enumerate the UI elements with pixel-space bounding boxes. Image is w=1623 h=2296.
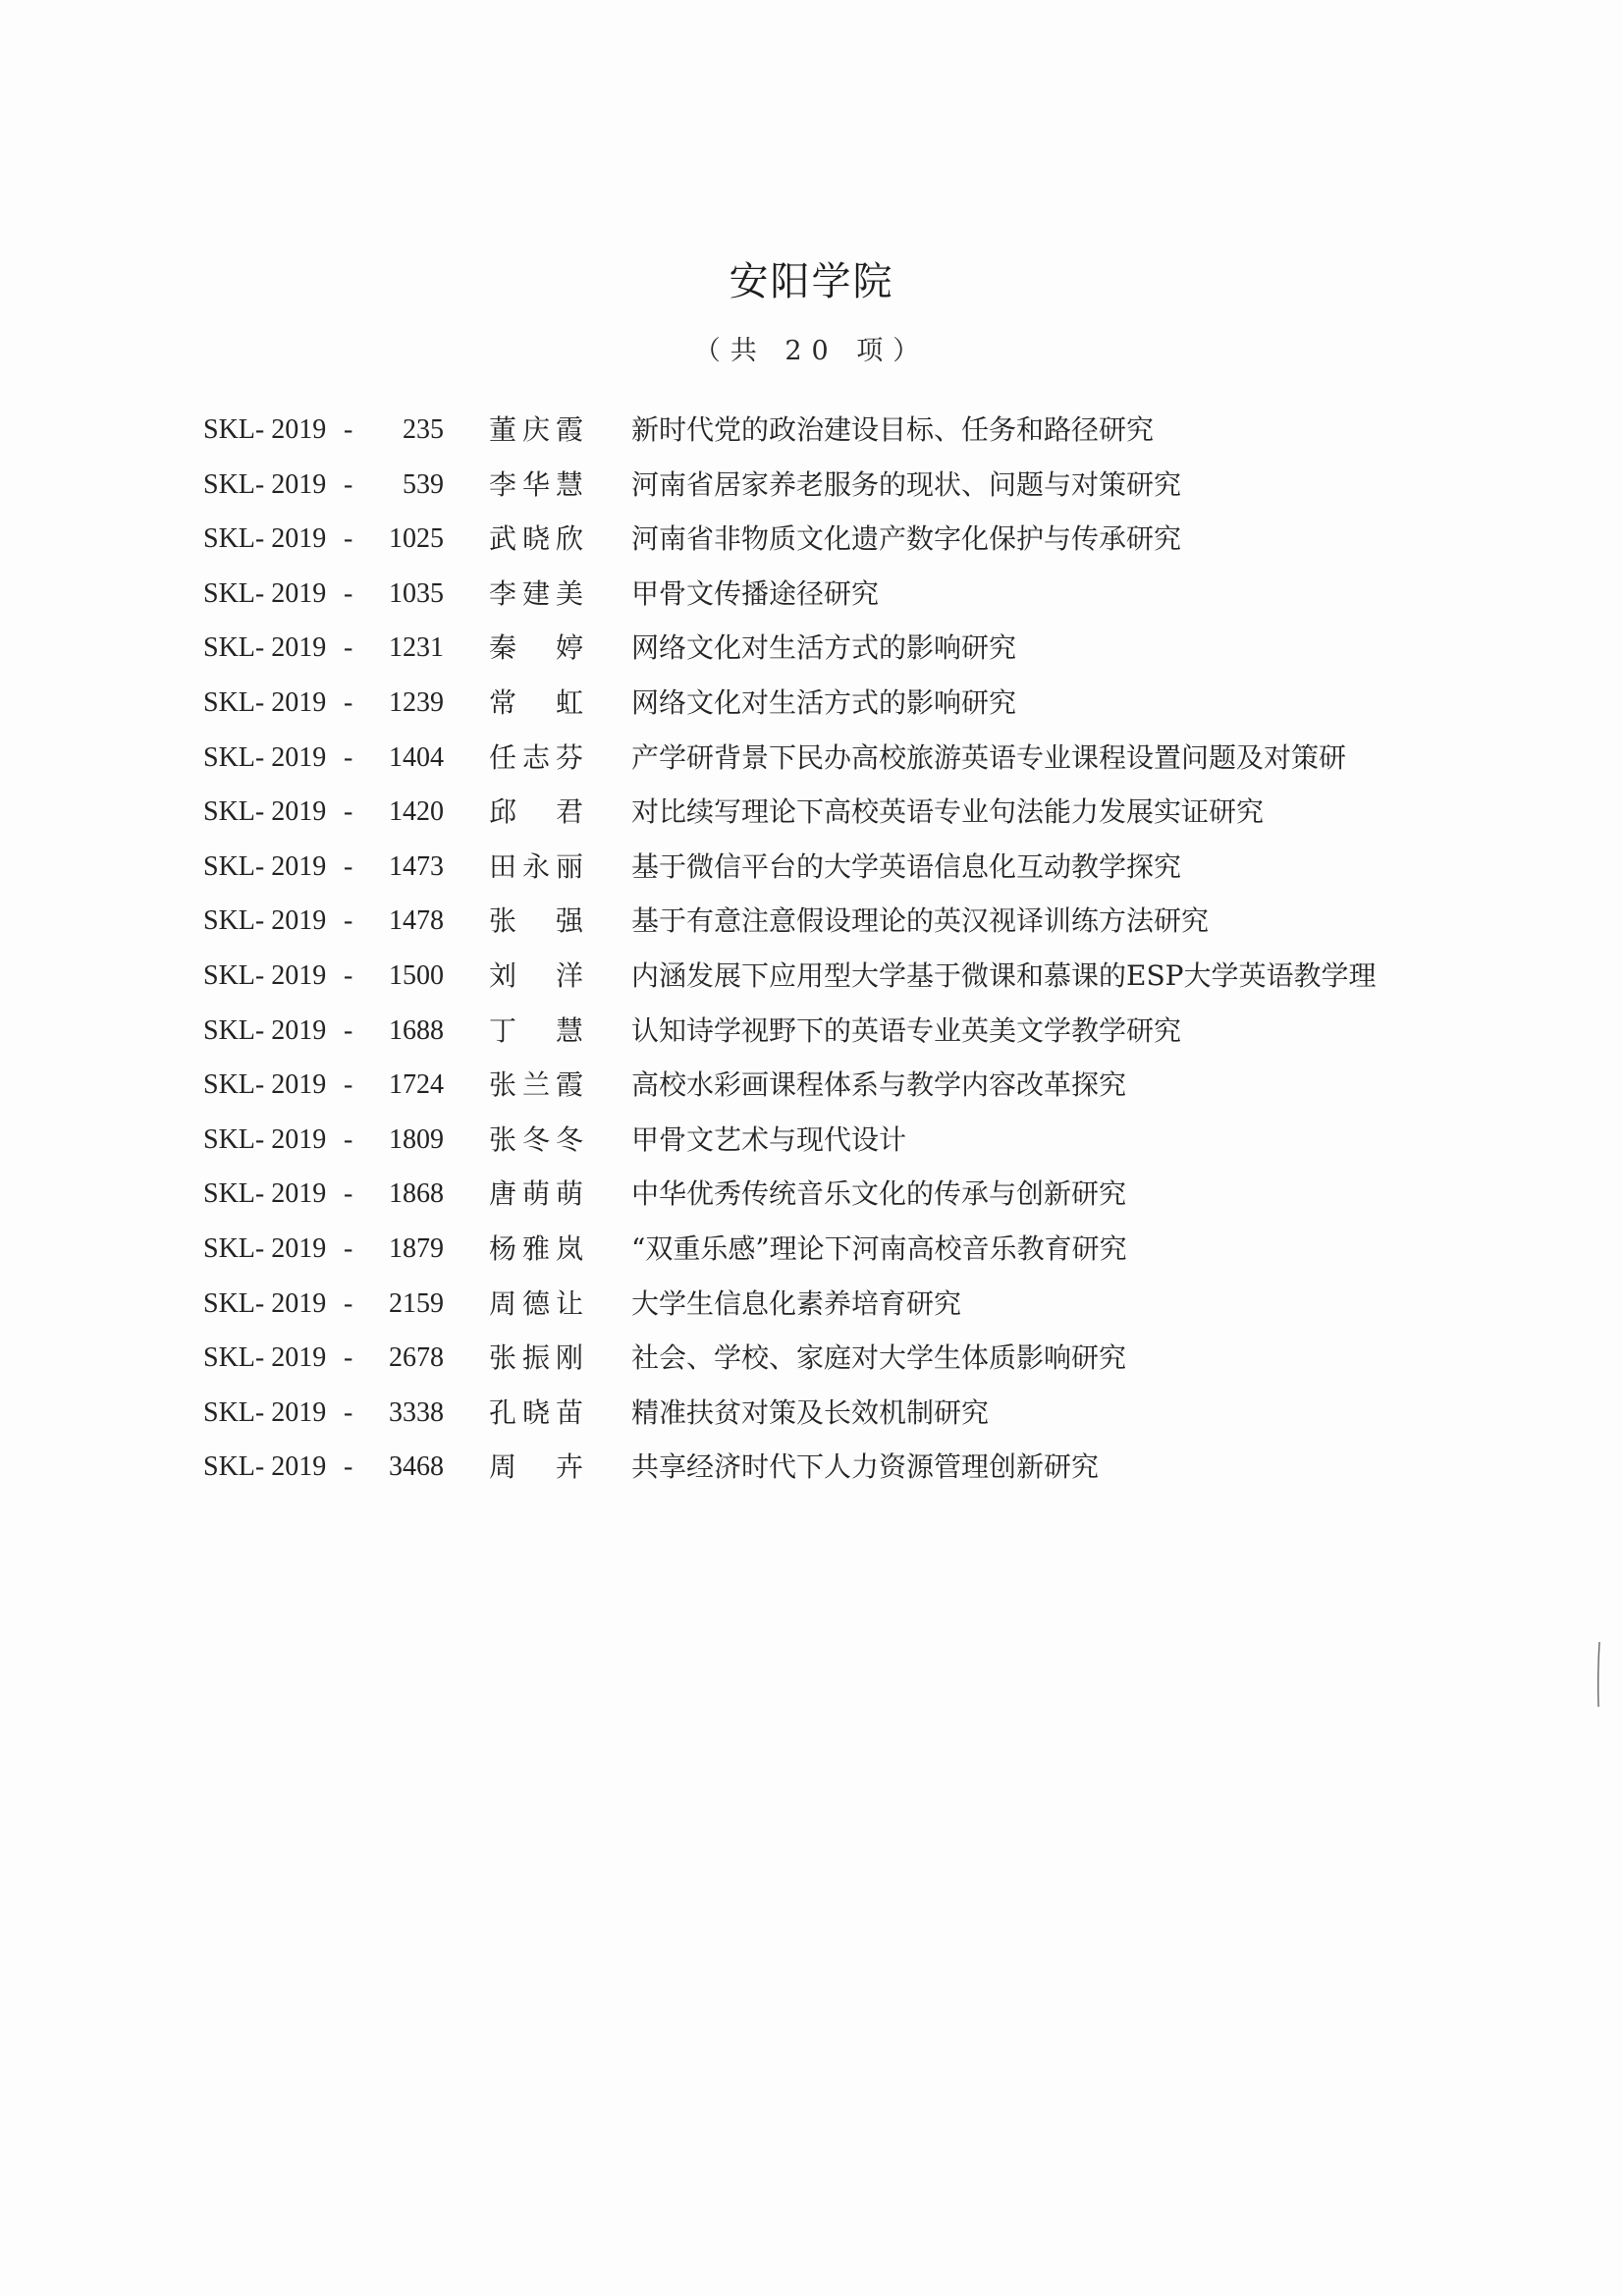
project-row (0, 1440, 1623, 1495)
project-code-number: 235 (403, 414, 444, 445)
project-code-dash: - (344, 959, 353, 991)
project-code-number: 1868 (389, 1178, 444, 1210)
project-code-dash: - (344, 1014, 353, 1046)
project-list (0, 403, 1623, 1495)
project-row (0, 1167, 1623, 1222)
page-title: 安阳学院 (729, 259, 894, 304)
project-code-prefix: SKL- 2019 (203, 468, 327, 500)
person-name: 张冬冬 (489, 1122, 583, 1156)
person-name: 张强 (489, 904, 583, 938)
project-code-prefix: SKL- 2019 (203, 959, 327, 991)
person-name: 丁慧 (489, 1013, 583, 1047)
project-code-dash: - (344, 686, 353, 718)
person-name: 李华慧 (489, 467, 583, 501)
project-title: 共享经济时代下人力资源管理创新研究 (631, 1450, 1100, 1484)
project-code-dash: - (344, 1287, 353, 1319)
project-code-dash: - (344, 1396, 353, 1428)
person-name: 周德让 (489, 1286, 583, 1320)
item-count: （共 20 项） (693, 336, 930, 366)
project-row (0, 1058, 1623, 1113)
project-row (0, 949, 1623, 1004)
project-title: 新时代党的政治建设目标、任务和路径研究 (631, 413, 1155, 446)
person-name: 秦婷 (489, 631, 583, 665)
project-code-prefix: SKL- 2019 (203, 850, 327, 882)
project-row (0, 512, 1623, 567)
scan-margin-mark (1596, 1640, 1601, 1709)
project-row (0, 621, 1623, 676)
project-row (0, 1004, 1623, 1059)
project-title: 中华优秀传统音乐文化的传承与创新研究 (631, 1177, 1127, 1211)
project-title: 网络文化对生活方式的影响研究 (631, 631, 1017, 665)
project-title: 甲骨文艺术与现代设计 (631, 1122, 907, 1156)
project-title: 社会、学校、家庭对大学生体质影响研究 (631, 1341, 1127, 1375)
project-code-dash: - (344, 468, 353, 500)
person-name: 刘洋 (489, 958, 583, 992)
project-title: 甲骨文传播途径研究 (631, 576, 880, 610)
project-code-dash: - (344, 1342, 353, 1374)
project-code-dash: - (344, 850, 353, 882)
project-code-prefix: SKL- 2019 (203, 1287, 327, 1319)
project-row (0, 458, 1623, 513)
project-title: 高校水彩画课程体系与教学内容改革探究 (631, 1068, 1127, 1102)
project-title: 基于微信平台的大学英语信息化互动教学探究 (631, 849, 1182, 883)
project-row (0, 1386, 1623, 1441)
project-code-dash: - (344, 632, 353, 664)
project-code-prefix: SKL- 2019 (203, 686, 327, 718)
project-code-dash: - (344, 1232, 353, 1264)
project-code-number: 3338 (389, 1396, 444, 1428)
project-code-dash: - (344, 1178, 353, 1210)
project-row (0, 1222, 1623, 1277)
project-code-number: 1688 (389, 1014, 444, 1046)
project-code-number: 3468 (389, 1451, 444, 1483)
project-title: 对比续写理论下高校英语专业句法能力发展实证研究 (631, 795, 1265, 829)
project-code-prefix: SKL- 2019 (203, 905, 327, 937)
project-code-number: 1500 (389, 959, 444, 991)
project-code-prefix: SKL- 2019 (203, 1014, 327, 1046)
project-code-prefix: SKL- 2019 (203, 1451, 327, 1483)
project-code-dash: - (344, 741, 353, 773)
person-name: 张兰霞 (489, 1068, 583, 1102)
person-name: 杨雅岚 (489, 1231, 583, 1265)
project-title: 产学研背景下民办高校旅游英语专业课程设置问题及对策研 (631, 740, 1347, 774)
project-code-dash: - (344, 577, 353, 609)
project-row (0, 840, 1623, 895)
project-code-prefix: SKL- 2019 (203, 1069, 327, 1101)
project-code-prefix: SKL- 2019 (203, 1232, 327, 1264)
project-code-prefix: SKL- 2019 (203, 632, 327, 664)
project-code-number: 1879 (389, 1232, 444, 1264)
project-code-number: 1809 (389, 1123, 444, 1155)
project-row (0, 1113, 1623, 1168)
project-row (0, 785, 1623, 840)
project-code-number: 2159 (389, 1287, 444, 1319)
project-code-prefix: SKL- 2019 (203, 741, 327, 773)
person-name: 唐萌萌 (489, 1177, 583, 1211)
project-code-prefix: SKL- 2019 (203, 577, 327, 609)
project-code-number: 1724 (389, 1069, 444, 1101)
project-code-dash: - (344, 523, 353, 555)
project-code-dash: - (344, 796, 353, 828)
project-row (0, 1331, 1623, 1386)
project-row (0, 567, 1623, 622)
project-row (0, 1277, 1623, 1332)
project-code-dash: - (344, 1069, 353, 1101)
project-code-number: 1231 (389, 632, 444, 664)
project-code-prefix: SKL- 2019 (203, 1342, 327, 1374)
project-row (0, 676, 1623, 731)
project-row (0, 894, 1623, 949)
project-title: 网络文化对生活方式的影响研究 (631, 685, 1017, 719)
project-code-number: 1035 (389, 577, 444, 609)
project-row (0, 403, 1623, 458)
person-name: 任志芬 (489, 740, 583, 774)
project-code-number: 539 (403, 468, 444, 500)
project-title: 精准扶贫对策及长效机制研究 (631, 1395, 990, 1429)
project-code-prefix: SKL- 2019 (203, 1178, 327, 1210)
project-code-dash: - (344, 1451, 353, 1483)
project-code-number: 1025 (389, 523, 444, 555)
project-code-prefix: SKL- 2019 (203, 523, 327, 555)
project-title: 河南省居家养老服务的现状、问题与对策研究 (631, 467, 1182, 501)
project-code-number: 2678 (389, 1342, 444, 1374)
project-title: 内涵发展下应用型大学基于微课和慕课的ESP大学英语教学理 (631, 958, 1377, 992)
project-code-number: 1239 (389, 686, 444, 718)
person-name: 张振刚 (489, 1341, 583, 1375)
person-name: 董庆霞 (489, 413, 583, 446)
project-title: “双重乐感”理论下河南高校音乐教育研究 (631, 1231, 1127, 1265)
project-row (0, 731, 1623, 786)
project-code-dash: - (344, 905, 353, 937)
project-code-number: 1404 (389, 741, 444, 773)
person-name: 常虹 (489, 685, 583, 719)
project-code-prefix: SKL- 2019 (203, 1396, 327, 1428)
project-code-prefix: SKL- 2019 (203, 1123, 327, 1155)
project-code-number: 1473 (389, 850, 444, 882)
person-name: 田永丽 (489, 849, 583, 883)
person-name: 李建美 (489, 576, 583, 610)
project-code-number: 1420 (389, 796, 444, 828)
person-name: 武晓欣 (489, 522, 583, 556)
project-code-dash: - (344, 414, 353, 445)
project-code-number: 1478 (389, 905, 444, 937)
project-title: 河南省非物质文化遗产数字化保护与传承研究 (631, 522, 1182, 556)
project-title: 大学生信息化素养培育研究 (631, 1286, 962, 1320)
person-name: 邱君 (489, 795, 583, 829)
project-title: 认知诗学视野下的英语专业英美文学教学研究 (631, 1013, 1182, 1047)
person-name: 孔晓苗 (489, 1395, 583, 1429)
project-title: 基于有意注意假设理论的英汉视译训练方法研究 (631, 904, 1210, 938)
person-name: 周卉 (489, 1450, 583, 1484)
project-code-prefix: SKL- 2019 (203, 414, 327, 445)
project-code-prefix: SKL- 2019 (203, 796, 327, 828)
project-code-dash: - (344, 1123, 353, 1155)
